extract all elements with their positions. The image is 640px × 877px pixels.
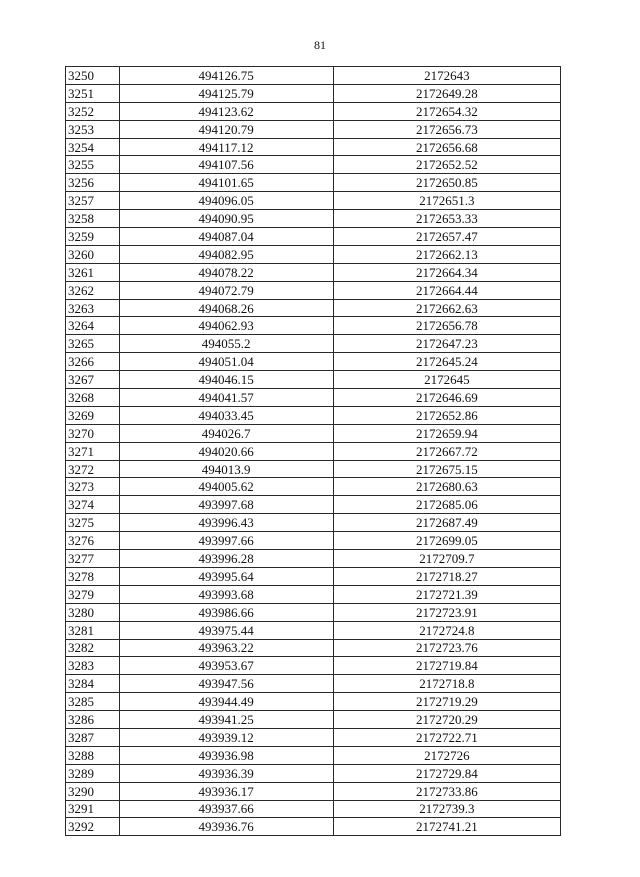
x-coordinate-cell: 494107.56 <box>119 156 333 174</box>
point-number-cell: 3270 <box>66 424 120 442</box>
table-row <box>66 174 561 192</box>
point-number-cell: 3260 <box>66 245 120 263</box>
y-coordinate-cell: 2172643 <box>333 67 560 85</box>
table-row <box>66 585 561 603</box>
x-coordinate-cell: 493996.43 <box>119 514 333 532</box>
y-coordinate-cell: 2172675.15 <box>333 460 560 478</box>
x-coordinate-cell: 494090.95 <box>119 210 333 228</box>
point-number-cell: 3273 <box>66 478 120 496</box>
x-coordinate-cell: 494046.15 <box>119 371 333 389</box>
table-row <box>66 335 561 353</box>
y-coordinate-cell: 2172720.29 <box>333 711 560 729</box>
table-row <box>66 496 561 514</box>
x-coordinate-cell: 494123.62 <box>119 102 333 120</box>
x-coordinate-cell: 493963.22 <box>119 639 333 657</box>
x-coordinate-cell: 494096.05 <box>119 192 333 210</box>
table-row <box>66 675 561 693</box>
y-coordinate-cell: 2172656.78 <box>333 317 560 335</box>
y-coordinate-cell: 2172649.28 <box>333 84 560 102</box>
point-number-cell: 3258 <box>66 210 120 228</box>
x-coordinate-cell: 494033.45 <box>119 406 333 424</box>
y-coordinate-cell: 2172645.24 <box>333 353 560 371</box>
x-coordinate-cell: 494101.65 <box>119 174 333 192</box>
x-coordinate-cell: 494005.62 <box>119 478 333 496</box>
point-number-cell: 3280 <box>66 603 120 621</box>
point-number-cell: 3278 <box>66 567 120 585</box>
table-row <box>66 818 561 836</box>
table-row <box>66 317 561 335</box>
point-number-cell: 3279 <box>66 585 120 603</box>
point-number-cell: 3263 <box>66 299 120 317</box>
x-coordinate-cell: 493936.17 <box>119 782 333 800</box>
point-number-cell: 3281 <box>66 621 120 639</box>
y-coordinate-cell: 2172721.39 <box>333 585 560 603</box>
y-coordinate-cell: 2172654.32 <box>333 102 560 120</box>
x-coordinate-cell: 493975.44 <box>119 621 333 639</box>
x-coordinate-cell: 494041.57 <box>119 389 333 407</box>
point-number-cell: 3253 <box>66 120 120 138</box>
table-row <box>66 746 561 764</box>
point-number-cell: 3271 <box>66 442 120 460</box>
x-coordinate-cell: 494020.66 <box>119 442 333 460</box>
point-number-cell: 3256 <box>66 174 120 192</box>
coordinates-table-body <box>66 67 561 836</box>
y-coordinate-cell: 2172719.84 <box>333 657 560 675</box>
point-number-cell: 3267 <box>66 371 120 389</box>
table-row <box>66 245 561 263</box>
y-coordinate-cell: 2172724.8 <box>333 621 560 639</box>
y-coordinate-cell: 2172680.63 <box>333 478 560 496</box>
point-number-cell: 3265 <box>66 335 120 353</box>
table-row <box>66 281 561 299</box>
y-coordinate-cell: 2172652.52 <box>333 156 560 174</box>
table-row <box>66 693 561 711</box>
x-coordinate-cell: 494013.9 <box>119 460 333 478</box>
point-number-cell: 3287 <box>66 728 120 746</box>
table-row <box>66 192 561 210</box>
y-coordinate-cell: 2172653.33 <box>333 210 560 228</box>
point-number-cell: 3276 <box>66 532 120 550</box>
table-row <box>66 371 561 389</box>
x-coordinate-cell: 494055.2 <box>119 335 333 353</box>
table-row <box>66 764 561 782</box>
point-number-cell: 3269 <box>66 406 120 424</box>
coordinates-table <box>65 66 561 836</box>
point-number-cell: 3261 <box>66 263 120 281</box>
x-coordinate-cell: 494125.79 <box>119 84 333 102</box>
page-number: 81 <box>314 38 326 52</box>
table-row <box>66 406 561 424</box>
table-row <box>66 728 561 746</box>
table-row <box>66 532 561 550</box>
point-number-cell: 3254 <box>66 138 120 156</box>
point-number-cell: 3290 <box>66 782 120 800</box>
table-row <box>66 550 561 568</box>
x-coordinate-cell: 493997.66 <box>119 532 333 550</box>
x-coordinate-cell: 494062.93 <box>119 317 333 335</box>
table-row <box>66 800 561 818</box>
y-coordinate-cell: 2172709.7 <box>333 550 560 568</box>
table-row <box>66 102 561 120</box>
y-coordinate-cell: 2172664.44 <box>333 281 560 299</box>
table-row <box>66 782 561 800</box>
x-coordinate-cell: 493936.76 <box>119 818 333 836</box>
x-coordinate-cell: 493993.68 <box>119 585 333 603</box>
y-coordinate-cell: 2172662.63 <box>333 299 560 317</box>
y-coordinate-cell: 2172718.27 <box>333 567 560 585</box>
x-coordinate-cell: 493995.64 <box>119 567 333 585</box>
y-coordinate-cell: 2172726 <box>333 746 560 764</box>
point-number-cell: 3289 <box>66 764 120 782</box>
x-coordinate-cell: 493986.66 <box>119 603 333 621</box>
point-number-cell: 3266 <box>66 353 120 371</box>
y-coordinate-cell: 2172645 <box>333 371 560 389</box>
point-number-cell: 3292 <box>66 818 120 836</box>
x-coordinate-cell: 494117.12 <box>119 138 333 156</box>
point-number-cell: 3251 <box>66 84 120 102</box>
table-row <box>66 711 561 729</box>
point-number-cell: 3288 <box>66 746 120 764</box>
table-row <box>66 263 561 281</box>
y-coordinate-cell: 2172646.69 <box>333 389 560 407</box>
point-number-cell: 3262 <box>66 281 120 299</box>
point-number-cell: 3252 <box>66 102 120 120</box>
x-coordinate-cell: 493996.28 <box>119 550 333 568</box>
y-coordinate-cell: 2172699.05 <box>333 532 560 550</box>
point-number-cell: 3277 <box>66 550 120 568</box>
x-coordinate-cell: 493947.56 <box>119 675 333 693</box>
table-row <box>66 603 561 621</box>
point-number-cell: 3255 <box>66 156 120 174</box>
y-coordinate-cell: 2172656.68 <box>333 138 560 156</box>
table-row <box>66 138 561 156</box>
x-coordinate-cell: 493939.12 <box>119 728 333 746</box>
y-coordinate-cell: 2172723.76 <box>333 639 560 657</box>
x-coordinate-cell: 493936.39 <box>119 764 333 782</box>
point-number-cell: 3282 <box>66 639 120 657</box>
x-coordinate-cell: 494126.75 <box>119 67 333 85</box>
point-number-cell: 3285 <box>66 693 120 711</box>
point-number-cell: 3259 <box>66 228 120 246</box>
y-coordinate-cell: 2172650.85 <box>333 174 560 192</box>
table-row <box>66 424 561 442</box>
table-row <box>66 67 561 85</box>
table-row <box>66 514 561 532</box>
point-number-cell: 3291 <box>66 800 120 818</box>
table-row <box>66 460 561 478</box>
point-number-cell: 3250 <box>66 67 120 85</box>
x-coordinate-cell: 494120.79 <box>119 120 333 138</box>
y-coordinate-cell: 2172722.71 <box>333 728 560 746</box>
table-row <box>66 442 561 460</box>
table-row <box>66 120 561 138</box>
table-row <box>66 621 561 639</box>
x-coordinate-cell: 494026.7 <box>119 424 333 442</box>
y-coordinate-cell: 2172739.3 <box>333 800 560 818</box>
y-coordinate-cell: 2172733.86 <box>333 782 560 800</box>
x-coordinate-cell: 494082.95 <box>119 245 333 263</box>
x-coordinate-cell: 494078.22 <box>119 263 333 281</box>
table-row <box>66 567 561 585</box>
table-row <box>66 478 561 496</box>
x-coordinate-cell: 493944.49 <box>119 693 333 711</box>
x-coordinate-cell: 494072.79 <box>119 281 333 299</box>
x-coordinate-cell: 493997.68 <box>119 496 333 514</box>
y-coordinate-cell: 2172723.91 <box>333 603 560 621</box>
point-number-cell: 3264 <box>66 317 120 335</box>
table-row <box>66 657 561 675</box>
x-coordinate-cell: 493937.66 <box>119 800 333 818</box>
point-number-cell: 3274 <box>66 496 120 514</box>
y-coordinate-cell: 2172664.34 <box>333 263 560 281</box>
point-number-cell: 3286 <box>66 711 120 729</box>
x-coordinate-cell: 494068.26 <box>119 299 333 317</box>
x-coordinate-cell: 494051.04 <box>119 353 333 371</box>
y-coordinate-cell: 2172656.73 <box>333 120 560 138</box>
table-row <box>66 210 561 228</box>
table-row <box>66 84 561 102</box>
y-coordinate-cell: 2172685.06 <box>333 496 560 514</box>
point-number-cell: 3257 <box>66 192 120 210</box>
y-coordinate-cell: 2172718.8 <box>333 675 560 693</box>
point-number-cell: 3284 <box>66 675 120 693</box>
table-row <box>66 639 561 657</box>
y-coordinate-cell: 2172687.49 <box>333 514 560 532</box>
y-coordinate-cell: 2172719.29 <box>333 693 560 711</box>
table-row <box>66 156 561 174</box>
y-coordinate-cell: 2172729.84 <box>333 764 560 782</box>
y-coordinate-cell: 2172662.13 <box>333 245 560 263</box>
point-number-cell: 3268 <box>66 389 120 407</box>
point-number-cell: 3272 <box>66 460 120 478</box>
point-number-cell: 3275 <box>66 514 120 532</box>
x-coordinate-cell: 493941.25 <box>119 711 333 729</box>
y-coordinate-cell: 2172741.21 <box>333 818 560 836</box>
x-coordinate-cell: 493953.67 <box>119 657 333 675</box>
x-coordinate-cell: 494087.04 <box>119 228 333 246</box>
table-row <box>66 353 561 371</box>
y-coordinate-cell: 2172652.86 <box>333 406 560 424</box>
y-coordinate-cell: 2172657.47 <box>333 228 560 246</box>
table-row <box>66 299 561 317</box>
point-number-cell: 3283 <box>66 657 120 675</box>
y-coordinate-cell: 2172651.3 <box>333 192 560 210</box>
x-coordinate-cell: 493936.98 <box>119 746 333 764</box>
table-row <box>66 389 561 407</box>
y-coordinate-cell: 2172659.94 <box>333 424 560 442</box>
y-coordinate-cell: 2172647.23 <box>333 335 560 353</box>
y-coordinate-cell: 2172667.72 <box>333 442 560 460</box>
table-row <box>66 228 561 246</box>
